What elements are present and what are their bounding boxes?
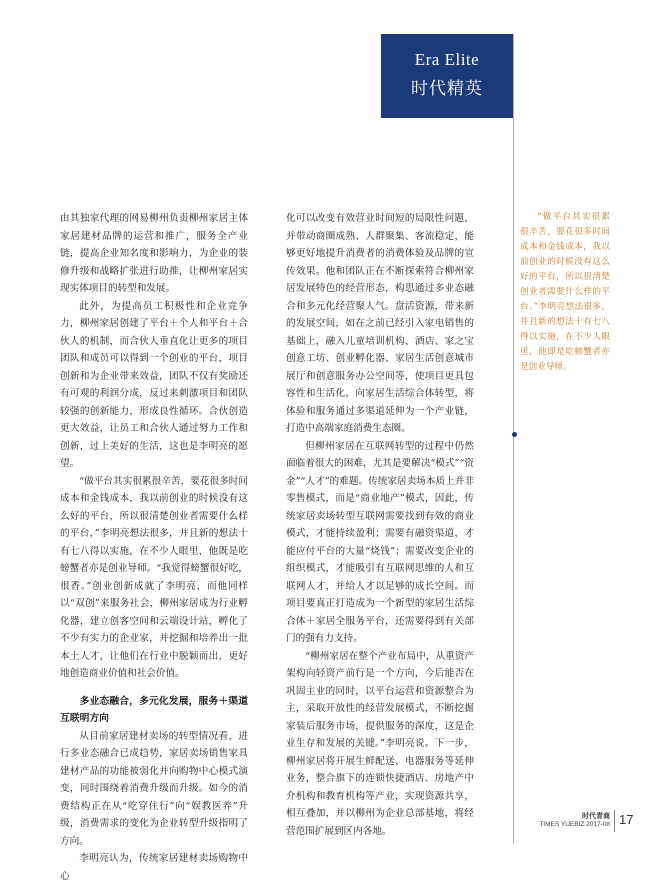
paragraph: 李明亮认为，传统家居建材卖场购物中心 [60, 853, 248, 882]
issue-info: TIMES YUEBIZ 2017-08 [539, 821, 610, 828]
paragraph: “柳州家居在整个产业布局中，从重资产架构向轻资产前行是一个方向，今后能否在巩固主业的同时，以平台运营和资源整合为主，采取开放性的经营发展模式，不断挖掘家装后服务市场，提供服务的深度，这是企业生存和发展的关键。”李明亮说。下一步，柳州家居将开展生鲜配送、电器服务等延伸业务，整合旗下的连锁快捷酒店、房地产中介机构和教育机构等产业，实现资源共享，相互叠加，并以柳州为企业总部基地，将经营范围扩展到区内各地。 [286, 650, 474, 837]
pull-quote-text: “做平台其实很累很辛苦，要花很多时间成本和金钱成本，我以前创业的时候没有这么好的平台，所以很清楚创业者需要什么样的平台。”李明亮想法很多，并且新的想法十有七八得以实施，在不少人眼里，他即是吃螃蟹者亦是创业导师。 [520, 212, 610, 372]
paragraph: 但柳州家居在互联网转型的过程中仍然面临着很大的困难，尤其是要解决“模式”“资金”“人才”的难题。传统家居卖场本质上并非零售模式，而是“商业地产”模式，因此，传统家居卖场转型互联网需要找到有效的商业模式，才能持续盈利；需要有融资渠道，才能应付平台的大量“烧钱”；需要改变企业的组织模式，才能吸引有互联网思维的人和互联网人才，并给人才以足够的成长空间。而项目要真正打造成为一个新型的家居生活综合体＋家居全服务平台，还需要得到有关部门的强有力支持。 [286, 440, 474, 644]
paragraph: 化可以改变有效营业时间短的局限性问题，并带动商圈成熟、人群聚集、客流稳定，能够更好地提升消费者的消费体验及品牌的宣传效果。他和团队正在不断探索符合柳州家居发展特色的经营形态，构思通过多业态融合和多元化经营聚人气。盘活资源，带来新的发展空间，如在之前已经引入家电销售的基础上，融入儿童培训机构、酒店、家之宝创意工坊、创业孵化器、家居生活创意城市展厅和创意服务办公空间等，使项目更具包容性和生活化，向家居生活综合体转型，将体验和服务通过多渠道延伸为一个产业链，打造中高端家庭消费生态圈。 [286, 213, 474, 434]
article-column-2 [286, 210, 474, 840]
paragraph: “做平台其实很累很辛苦，要花很多时间成本和金钱成本，我以前创业的时候没有这么好的平台，所以很清楚创业者需要什么样的平台，”李明亮想法很多，并且新的想法十有七八得以实施，在不少人眼里，他既是吃螃蟹者亦是创业导师。“我觉得螃蟹很好吃，很香。”创业创新成就了李明亮，而他同样以“双创”来服务社会，柳州家居成为行业孵化器，建立创客空间和云端设计站，孵化了不少有实力的企业家，并挖掘和培养出一批本土人才，让他们在行业中脱颖而出，更好地创造商业价值和社会价值。 [60, 475, 248, 679]
column-divider [513, 34, 514, 844]
paragraph: 从目前家居建材卖场的转型情况看，进行多业态融合已成趋势，家居卖场销售家具建材产品的功能被弱化并向购物中心模式演变，同时围绕着消费升级而升级。如今的消费结构正在从“吃穿住行”向“娱教医养”升级，消费需求的变化为企业转型升级指明了方向。 [60, 730, 248, 847]
section-header [381, 34, 513, 118]
footer-divider [614, 810, 615, 832]
page-number: 17 [619, 812, 634, 827]
magazine-name: 时代青商 [582, 812, 610, 820]
section-heading: 多业态融合，多元化发展，服务＋渠道互联明方向 [60, 695, 248, 724]
pull-quote [520, 210, 610, 375]
paragraph: 此外，为提高员工积极性和企业竞争力，柳州家居创建了平台＋个人和平台＋合伙人的机制，而合伙人垂直化让更多的项目团队和成员可以得到一个创业的平台，项目创新和为企业带来效益，团队不仅有奖励还有可观的利润分成，反过来刺激项目和团队较强的创新能力，形成良性循环。合伙创造更大效益，让员工和合伙人通过努力工作和创新，过上美好的生活，这也是李明亮的愿望。 [60, 300, 248, 469]
bullet-dot [512, 432, 517, 437]
section-title-en: Era Elite [414, 50, 480, 69]
paragraph: 由其独家代理的网易柳州负责柳州家居主体家居建材品牌的运营和推广，服务全产业链，提高企业知名度和影响力，为企业的装修升级和战略扩张进行助推，让柳州家居实现实体项目的转型和发展。 [60, 213, 248, 294]
section-title-cn: 时代精英 [411, 79, 483, 99]
article-column-1 [60, 210, 248, 885]
